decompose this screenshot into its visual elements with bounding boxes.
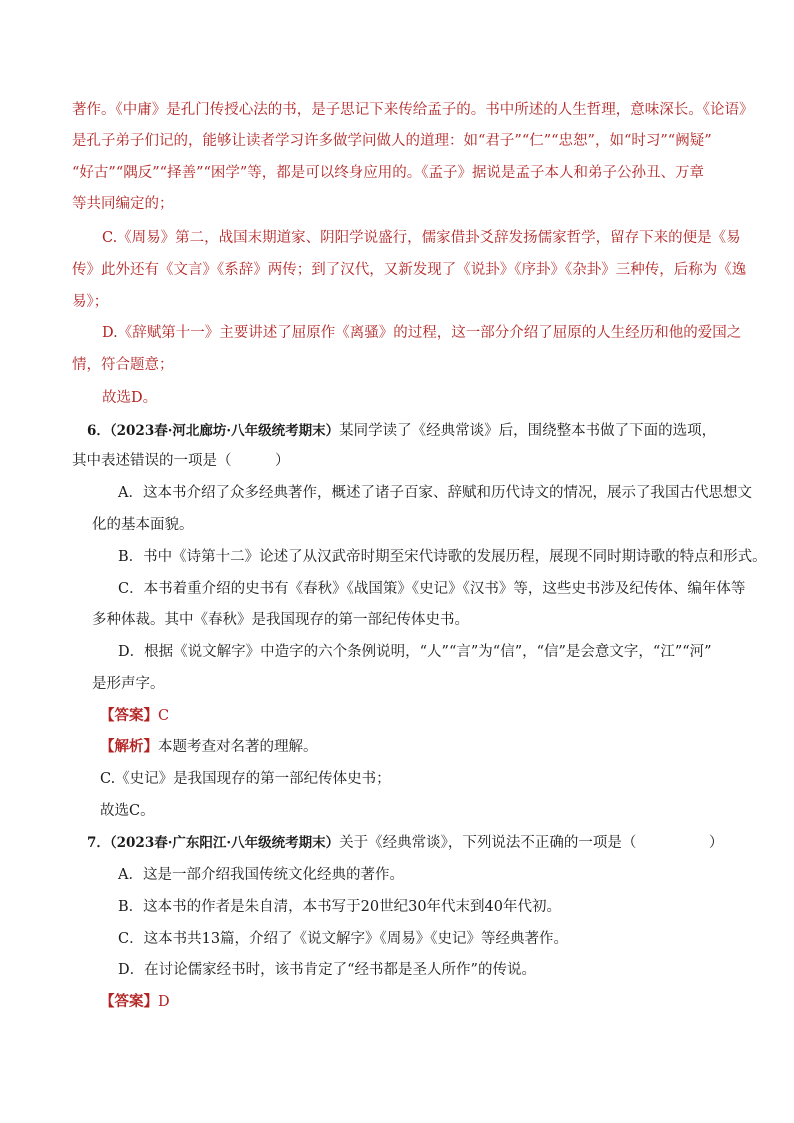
answer-6-tag: 【答案】 bbox=[100, 707, 158, 724]
conclusion-q6: 故选C。 bbox=[100, 803, 155, 819]
question-7-option-a: A．这是一部介绍我国传统文化经典的著作。 bbox=[118, 867, 404, 883]
question-7-option-b: B．这本书的作者是朱自清，本书写于20世纪30年代末到40年代初。 bbox=[118, 899, 562, 915]
answer-6-value: C bbox=[158, 708, 170, 724]
question-6-option-a-line-2: 化的基本面貌。 bbox=[92, 517, 194, 533]
conclusion-q5: 故选D。 bbox=[102, 390, 158, 406]
analysis-option-d-line-2: 情，符合题意； bbox=[72, 357, 174, 373]
analysis-6-detail: C.《史记》是我国现存的第一部纪传体史书； bbox=[100, 771, 391, 787]
analysis-line-4: 等共同编定的； bbox=[72, 196, 174, 212]
analysis-6 bbox=[100, 737, 318, 757]
question-7-stem bbox=[87, 833, 723, 853]
analysis-line-3: “好古”“隅反”“择善”“困学”等，都是可以终身应用的。《孟子》据说是孟子本人和弟子公孙丑、万章 bbox=[72, 165, 705, 181]
question-7-source: 7．（2023春·广东阳江·八年级统考期末） bbox=[87, 835, 340, 851]
question-6-stem-line-2: 其中表述错误的一项是（ ） bbox=[72, 453, 290, 469]
question-6-source: 6．（2023春·河北廊坊·八年级统考期末） bbox=[87, 423, 340, 439]
question-6-option-c-line-2: 多种体裁。其中《春秋》是我国现存的第一部纪传体史书。 bbox=[92, 612, 469, 628]
question-7-stem-text: 关于《经典常谈》，下列说法不正确的一项是（ ） bbox=[339, 835, 724, 851]
question-6-option-d-line-2: 是形声字。 bbox=[92, 676, 165, 692]
question-6-option-c-line-1: C．本书着重介绍的史书有《春秋》《战国策》《史记》《汉书》等，这些史书涉及纪传体、编年体等 bbox=[118, 581, 746, 597]
question-6-stem-text: 某同学读了《经典常谈》后，围绕整本书做了下面的选项， bbox=[339, 423, 717, 439]
analysis-option-d-line-1: D.《辞赋第十一》主要讲述了屈原作《离骚》的过程，这一部分介绍了屈原的人生经历和他的爱国之 bbox=[102, 325, 742, 341]
question-6-option-d-line-1: D．根据《说文解字》中造字的六个条例说明，“人”“言”为“信”，“信”是会意文字，“江”“河” bbox=[118, 644, 712, 660]
answer-7 bbox=[100, 992, 170, 1012]
question-6-stem-line-1 bbox=[87, 421, 716, 441]
analysis-line-2: 是孔子弟子们记的，能够让读者学习许多做学问做人的道理：如“君子”“仁”“忠恕”，如“时习”“阙疑” bbox=[72, 133, 712, 149]
answer-7-value: D bbox=[158, 994, 170, 1010]
analysis-option-c-line-3: 易》； bbox=[72, 294, 109, 310]
analysis-line-1: 著作。《中庸》是孔门传授心法的书，是子思记下来传给孟子的。书中所述的人生哲理，意味深长。《论语》 bbox=[72, 102, 754, 118]
analysis-option-c-line-2: 传》此外还有《文言》《系辞》两传；到了汉代，又新发现了《说卦》《序卦》《杂卦》三种传，后称为《逸 bbox=[72, 262, 747, 278]
analysis-6-text: 本题考查对名著的理解。 bbox=[158, 739, 318, 755]
question-7-option-d: D．在讨论儒家经书时，该书肯定了“经书都是圣人所作”的传说。 bbox=[118, 962, 536, 978]
answer-7-tag: 【答案】 bbox=[100, 993, 158, 1010]
answer-6 bbox=[100, 706, 169, 726]
analysis-6-tag: 【解析】 bbox=[100, 738, 158, 755]
analysis-option-c-line-1: C.《周易》第二，战国末期道家、阴阳学说盛行，儒家借卦爻辞发扬儒家哲学，留存下来的便是《易 bbox=[102, 230, 741, 246]
question-7-option-c: C．这本书共13篇，介绍了《说文解字》《周易》《史记》等经典著作。 bbox=[118, 931, 569, 947]
question-6-option-b: B．书中《诗第十二》论述了从汉武帝时期至宋代诗歌的发展历程，展现不同时期诗歌的特点和形式。 bbox=[118, 549, 767, 565]
question-6-option-a-line-1: A．这本书介绍了众多经典著作，概述了诸子百家、辞赋和历代诗文的情况，展示了我国古代思想文 bbox=[118, 485, 752, 501]
